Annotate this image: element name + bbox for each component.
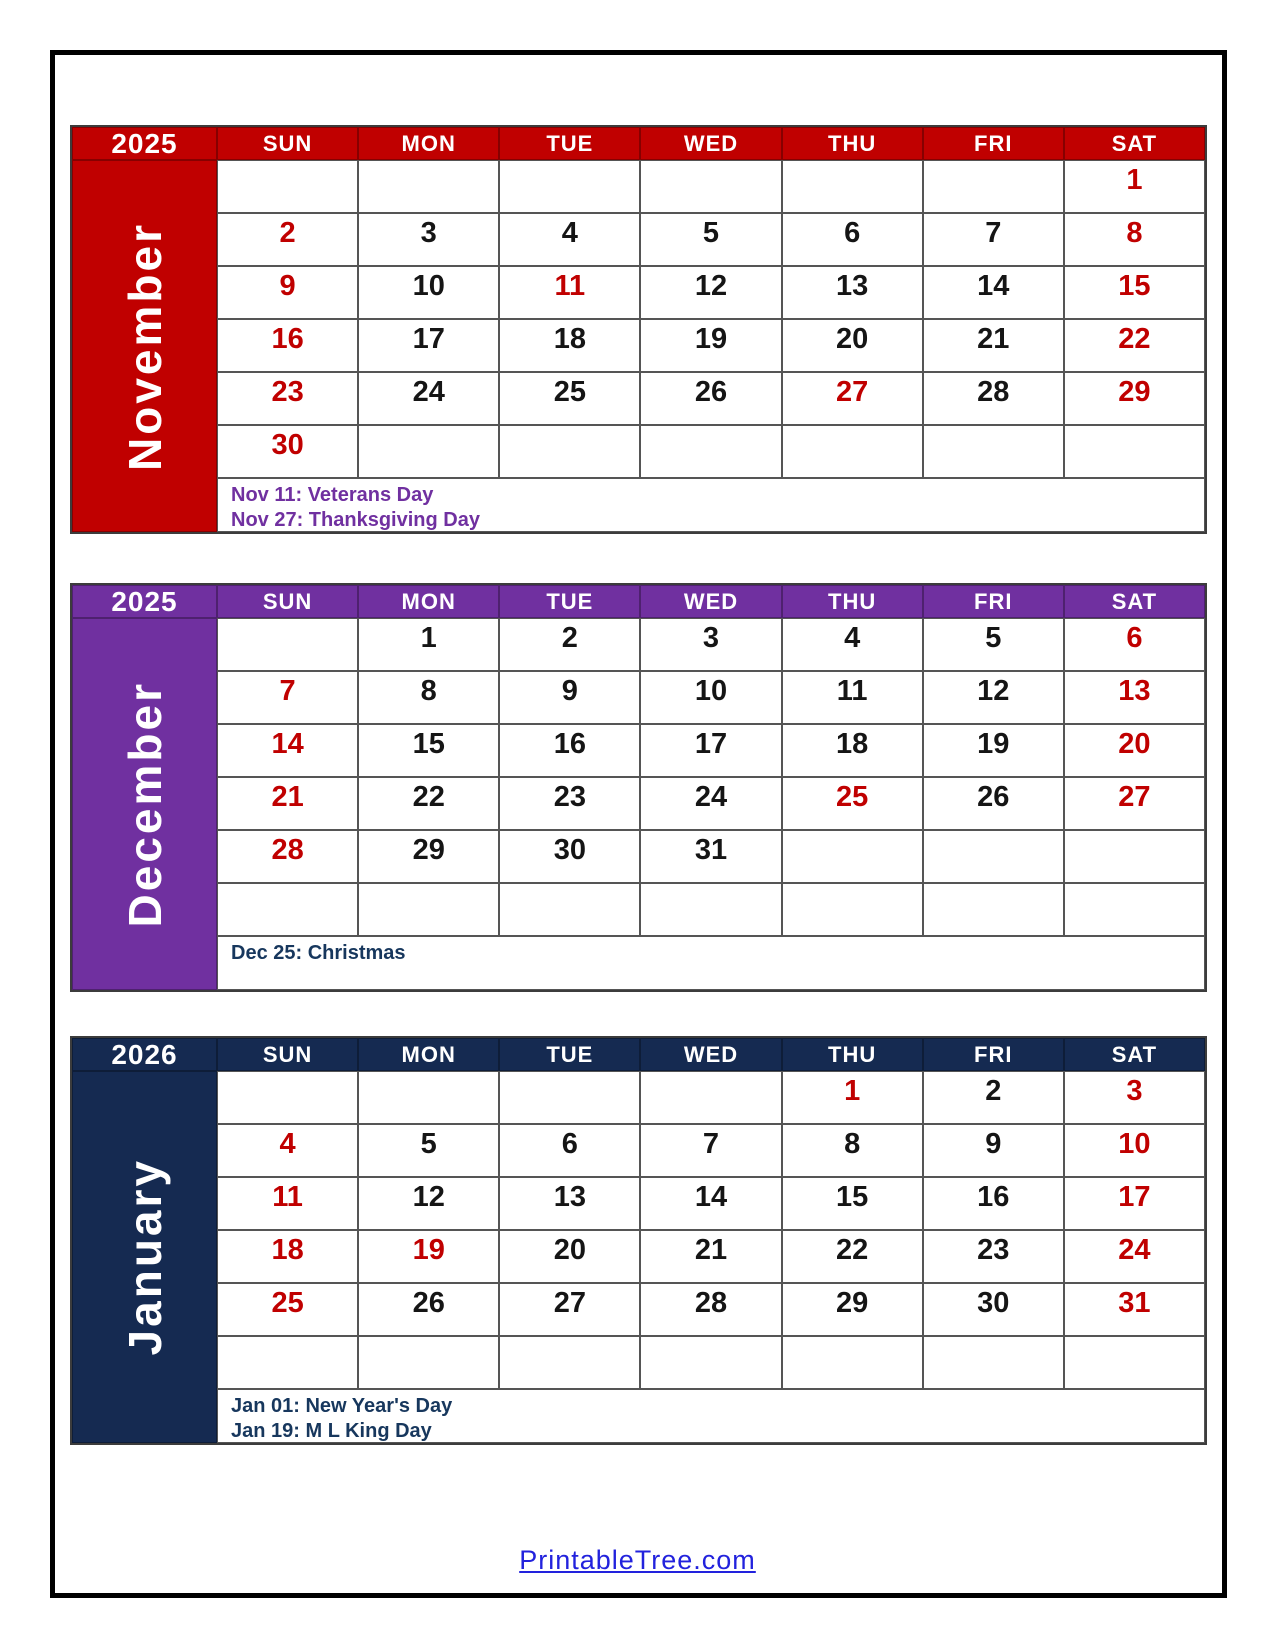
date-cell-15: 15 (1064, 266, 1205, 319)
date-cell-22: 22 (358, 777, 499, 830)
date-cell-empty (499, 1071, 640, 1124)
day-header-sun: SUN (217, 585, 358, 618)
date-cell-1: 1 (782, 1071, 923, 1124)
date-cell-23: 23 (499, 777, 640, 830)
date-cell-17: 17 (1064, 1177, 1205, 1230)
date-cell-14: 14 (923, 266, 1064, 319)
date-cell-empty (782, 830, 923, 883)
date-cell-20: 20 (782, 319, 923, 372)
date-cell-10: 10 (1064, 1124, 1205, 1177)
day-header-sun: SUN (217, 1038, 358, 1071)
date-cell-26: 26 (923, 777, 1064, 830)
holiday-note-line: Jan 01: New Year's Day (231, 1395, 453, 1417)
date-cell-15: 15 (358, 724, 499, 777)
date-cell-empty (358, 883, 499, 936)
day-header-fri: FRI (923, 585, 1064, 618)
year-label: 2025 (72, 585, 217, 618)
holiday-note-line: Nov 27: Thanksgiving Day (231, 509, 480, 531)
date-cell-8: 8 (782, 1124, 923, 1177)
date-cell-empty (923, 883, 1064, 936)
day-header-wed: WED (640, 1038, 781, 1071)
date-cell-empty (217, 1071, 358, 1124)
date-cell-13: 13 (782, 266, 923, 319)
holiday-notes (217, 1389, 1205, 1443)
day-header-wed: WED (640, 585, 781, 618)
day-header-fri: FRI (923, 1038, 1064, 1071)
date-cell-28: 28 (217, 830, 358, 883)
date-cell-9: 9 (217, 266, 358, 319)
holiday-note-line: Jan 19: M L King Day (231, 1420, 432, 1442)
date-cell-10: 10 (640, 671, 781, 724)
day-header-fri: FRI (923, 127, 1064, 160)
date-cell-22: 22 (782, 1230, 923, 1283)
date-cell-6: 6 (782, 213, 923, 266)
date-cell-5: 5 (923, 618, 1064, 671)
date-cell-empty (782, 425, 923, 478)
date-cell-empty (782, 1336, 923, 1389)
date-cell-empty (217, 160, 358, 213)
date-cell-17: 17 (358, 319, 499, 372)
date-cell-7: 7 (923, 213, 1064, 266)
date-cell-16: 16 (923, 1177, 1064, 1230)
date-cell-11: 11 (782, 671, 923, 724)
year-label: 2026 (72, 1038, 217, 1071)
date-cell-empty (217, 883, 358, 936)
date-cell-22: 22 (1064, 319, 1205, 372)
date-cell-2: 2 (923, 1071, 1064, 1124)
date-cell-18: 18 (217, 1230, 358, 1283)
month-name-label: December (118, 680, 171, 928)
date-cell-empty (923, 425, 1064, 478)
date-cell-empty (499, 883, 640, 936)
date-cell-26: 26 (640, 372, 781, 425)
date-cell-1: 1 (358, 618, 499, 671)
date-cell-9: 9 (923, 1124, 1064, 1177)
date-cell-28: 28 (923, 372, 1064, 425)
date-cell-26: 26 (358, 1283, 499, 1336)
date-cell-24: 24 (1064, 1230, 1205, 1283)
day-header-sun: SUN (217, 127, 358, 160)
date-cell-empty (923, 830, 1064, 883)
date-cell-13: 13 (1064, 671, 1205, 724)
date-cell-14: 14 (217, 724, 358, 777)
date-cell-28: 28 (640, 1283, 781, 1336)
date-cell-19: 19 (358, 1230, 499, 1283)
date-cell-23: 23 (923, 1230, 1064, 1283)
day-header-mon: MON (358, 585, 499, 618)
month-name-band (72, 1071, 217, 1443)
date-cell-4: 4 (217, 1124, 358, 1177)
date-cell-4: 4 (499, 213, 640, 266)
date-cell-2: 2 (217, 213, 358, 266)
day-header-tue: TUE (499, 1038, 640, 1071)
date-cell-11: 11 (217, 1177, 358, 1230)
day-header-sat: SAT (1064, 127, 1205, 160)
date-cell-16: 16 (217, 319, 358, 372)
date-cell-17: 17 (640, 724, 781, 777)
date-cell-2: 2 (499, 618, 640, 671)
date-cell-29: 29 (1064, 372, 1205, 425)
date-cell-8: 8 (1064, 213, 1205, 266)
holiday-notes (217, 936, 1205, 990)
date-cell-31: 31 (640, 830, 781, 883)
date-cell-27: 27 (499, 1283, 640, 1336)
date-cell-23: 23 (217, 372, 358, 425)
date-cell-12: 12 (358, 1177, 499, 1230)
date-cell-3: 3 (1064, 1071, 1205, 1124)
day-header-tue: TUE (499, 127, 640, 160)
day-header-mon: MON (358, 1038, 499, 1071)
date-cell-empty (923, 1336, 1064, 1389)
date-cell-7: 7 (217, 671, 358, 724)
month-name-label: November (118, 221, 171, 471)
date-cell-29: 29 (358, 830, 499, 883)
day-header-thu: THU (782, 1038, 923, 1071)
day-header-sat: SAT (1064, 1038, 1205, 1071)
date-cell-empty (217, 1336, 358, 1389)
date-cell-12: 12 (923, 671, 1064, 724)
date-cell-empty (640, 160, 781, 213)
holiday-note-line: Dec 25: Christmas (231, 942, 406, 964)
date-cell-27: 27 (782, 372, 923, 425)
date-cell-empty (1064, 830, 1205, 883)
day-header-thu: THU (782, 585, 923, 618)
date-cell-empty (782, 883, 923, 936)
date-cell-empty (1064, 883, 1205, 936)
date-cell-20: 20 (499, 1230, 640, 1283)
date-cell-empty (1064, 425, 1205, 478)
month-name-label: January (118, 1158, 171, 1356)
month-name-band (72, 618, 217, 990)
calendar-month-december-2025 (70, 583, 1207, 992)
printabletree-link[interactable]: PrintableTree.com (519, 1545, 756, 1575)
calendar-month-november-2025 (70, 125, 1207, 534)
date-cell-empty (358, 425, 499, 478)
date-cell-5: 5 (358, 1124, 499, 1177)
date-cell-30: 30 (499, 830, 640, 883)
date-cell-14: 14 (640, 1177, 781, 1230)
date-cell-empty (782, 160, 923, 213)
day-header-sat: SAT (1064, 585, 1205, 618)
date-cell-30: 30 (923, 1283, 1064, 1336)
day-header-mon: MON (358, 127, 499, 160)
date-cell-7: 7 (640, 1124, 781, 1177)
date-cell-10: 10 (358, 266, 499, 319)
day-header-thu: THU (782, 127, 923, 160)
date-cell-31: 31 (1064, 1283, 1205, 1336)
date-cell-empty (923, 160, 1064, 213)
date-cell-4: 4 (782, 618, 923, 671)
date-cell-27: 27 (1064, 777, 1205, 830)
holiday-note-line: Nov 11: Veterans Day (231, 484, 434, 506)
date-cell-20: 20 (1064, 724, 1205, 777)
date-cell-21: 21 (923, 319, 1064, 372)
date-cell-empty (358, 1336, 499, 1389)
date-cell-30: 30 (217, 425, 358, 478)
date-cell-empty (640, 1336, 781, 1389)
date-cell-empty (358, 1071, 499, 1124)
date-cell-empty (358, 160, 499, 213)
date-cell-16: 16 (499, 724, 640, 777)
date-cell-19: 19 (640, 319, 781, 372)
date-cell-25: 25 (217, 1283, 358, 1336)
day-header-wed: WED (640, 127, 781, 160)
date-cell-3: 3 (640, 618, 781, 671)
date-cell-21: 21 (217, 777, 358, 830)
footer (0, 1545, 1275, 1576)
date-cell-29: 29 (782, 1283, 923, 1336)
date-cell-1: 1 (1064, 160, 1205, 213)
date-cell-empty (217, 618, 358, 671)
date-cell-19: 19 (923, 724, 1064, 777)
date-cell-6: 6 (499, 1124, 640, 1177)
date-cell-empty (640, 1071, 781, 1124)
date-cell-empty (499, 160, 640, 213)
date-cell-5: 5 (640, 213, 781, 266)
date-cell-empty (640, 883, 781, 936)
date-cell-25: 25 (499, 372, 640, 425)
date-cell-13: 13 (499, 1177, 640, 1230)
date-cell-empty (499, 1336, 640, 1389)
date-cell-25: 25 (782, 777, 923, 830)
date-cell-empty (1064, 1336, 1205, 1389)
calendar-month-january-2026 (70, 1036, 1207, 1445)
date-cell-18: 18 (499, 319, 640, 372)
date-cell-24: 24 (358, 372, 499, 425)
date-cell-24: 24 (640, 777, 781, 830)
date-cell-3: 3 (358, 213, 499, 266)
date-cell-empty (499, 425, 640, 478)
day-header-tue: TUE (499, 585, 640, 618)
date-cell-15: 15 (782, 1177, 923, 1230)
date-cell-21: 21 (640, 1230, 781, 1283)
year-label: 2025 (72, 127, 217, 160)
date-cell-12: 12 (640, 266, 781, 319)
date-cell-9: 9 (499, 671, 640, 724)
date-cell-8: 8 (358, 671, 499, 724)
date-cell-6: 6 (1064, 618, 1205, 671)
date-cell-11: 11 (499, 266, 640, 319)
holiday-notes (217, 478, 1205, 532)
date-cell-18: 18 (782, 724, 923, 777)
date-cell-empty (640, 425, 781, 478)
month-name-band (72, 160, 217, 532)
